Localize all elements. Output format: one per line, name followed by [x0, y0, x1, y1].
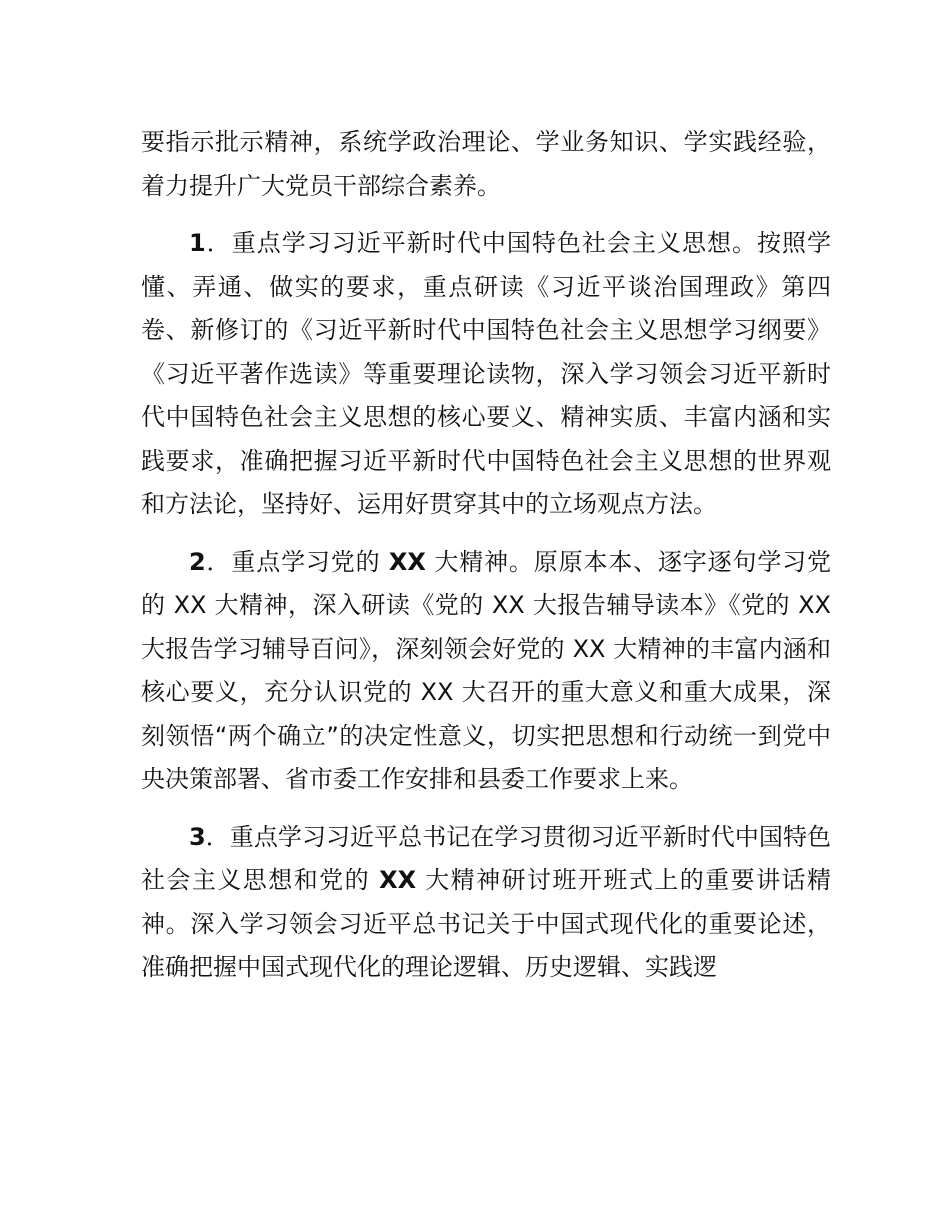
paragraph-continuation: [141, 121, 831, 208]
paragraph-text: 要指示批示精神，系统学政治理论、学业务知识、学实践经验，着力提升广大党员干部综合素养。: [141, 128, 831, 200]
item-number: 1: [189, 229, 206, 257]
item-heading-post: 大精神研讨班开班式上的重要讲话精神。: [141, 866, 831, 938]
item-heading: ．重点学习习近平新时代中国特色社会主义思想。: [205, 229, 757, 257]
paragraph-item-3: [141, 816, 831, 990]
item-heading-pre: ．重点学习习近平总书记在学习贯彻习近平新时代中国特色社会主义思想和党的: [141, 822, 831, 894]
item-body: 原原本本、逐字逐句学习党的 XX 大精神，深入研读《党的 XX 大报告辅导读本》《党的 XX 大报告学习辅导百问》，深刻领会好党的 XX 大精神的丰富内涵和核心要义，充分认识党的 XX 大召开的重大意义和重大成果，深刻领悟“两个确立”的决定性意义，切实把思想和行动统一到党中央决策部署、省市委工作安排和县委工作要求上来。: [141, 547, 832, 793]
item-number: 3: [189, 822, 206, 851]
paragraph-item-2: [141, 541, 831, 802]
document-body: [141, 121, 831, 990]
paragraph-item-1: [141, 222, 831, 527]
item-number: 2: [189, 547, 206, 576]
item-heading-bold: XX: [388, 547, 426, 576]
item-heading-bold: XX: [379, 866, 417, 894]
item-body: 按照学懂、弄通、做实的要求，重点研读《习近平谈治国理政》第四卷、新修订的《习近平新时代中国特色社会主义思想学习纲要》《习近平著作选读》等重要理论读物，深入学习领会习近平新时代中国特色社会主义思想的核心要义、精神实质、丰富内涵和实践要求，准确把握习近平新时代中国特色社会主义思想的世界观和方法论，坚持好、运用好贯穿其中的立场观点方法。: [141, 229, 832, 518]
item-body: 深入学习领会习近平总书记关于中国式现代化的重要论述，准确把握中国式现代化的理论逻辑、历史逻辑、实践逻: [141, 909, 832, 981]
item-heading-post: 大精神。: [425, 547, 534, 576]
item-heading-pre: ．重点学习党的: [205, 547, 389, 576]
